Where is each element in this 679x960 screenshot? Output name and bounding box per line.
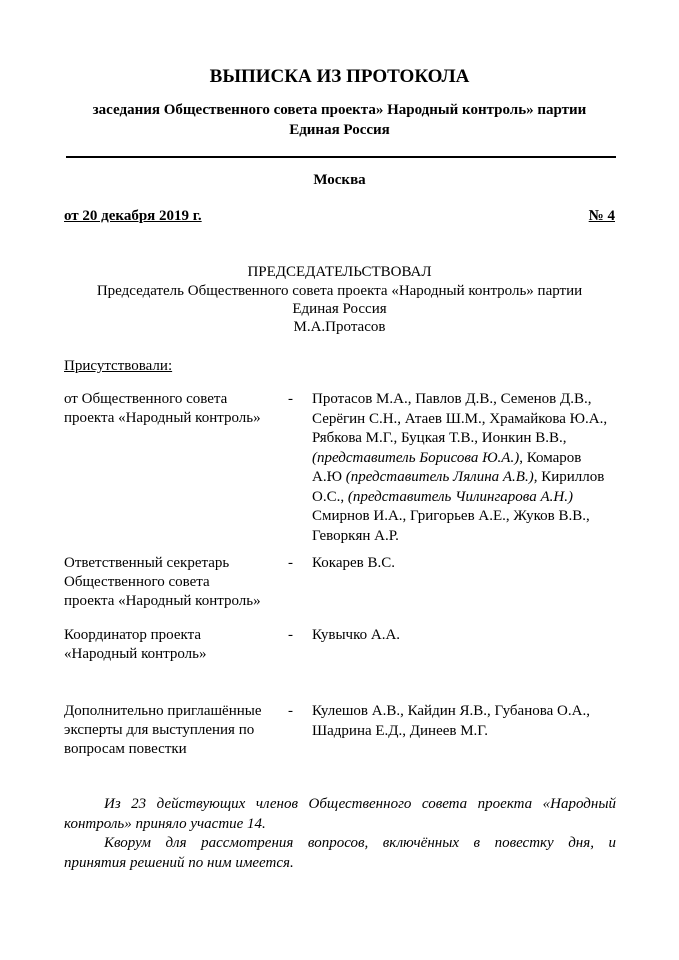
names-line: Геворкян А.Р.: [312, 527, 399, 544]
dash-separator: -: [288, 391, 293, 407]
dash-separator: -: [288, 627, 293, 643]
document-subtitle-line2: Единая Россия: [289, 122, 390, 138]
attendee-group-label: [64, 626, 284, 664]
names-line: [312, 488, 617, 508]
paragraph-line: принятия решений по ним имеется.: [64, 855, 294, 871]
names-line: Кокарев В.С.: [312, 555, 395, 571]
label-line: эксперты для выступления по: [64, 722, 255, 738]
names-line: Кулешов А.В., Кайдин Я.В., Губанова О.А.,: [312, 703, 590, 719]
header-divider: [66, 156, 616, 158]
names-fragment: , Кириллов: [533, 469, 605, 485]
paragraph-line: Из 23 действующих членов Общественного совета проекта «Народный: [104, 796, 616, 812]
label-line: вопросам повестки: [64, 741, 187, 757]
attendee-group-names: [312, 390, 617, 546]
quorum-statement-paragraph: [64, 833, 616, 873]
chair-name: М.А.Протасов: [293, 319, 386, 335]
names-line: [312, 449, 617, 469]
label-line: Общественного совета: [64, 574, 210, 590]
dash-separator: -: [288, 555, 293, 571]
names-fragment: , Комаров: [519, 449, 582, 466]
attendee-group-label: [64, 702, 284, 759]
representative-note: (представитель Борисова Ю.А.): [312, 449, 520, 466]
names-line: Протасов М.А., Павлов Д.В., Семенов Д.В.,: [312, 391, 592, 407]
attendee-group-label: [64, 390, 284, 428]
chair-heading: ПРЕДСЕДАТЕЛЬСТВОВАЛ: [247, 264, 432, 280]
names-line: Серёгин С.Н., Атаев Ш.М., Храмайкова Ю.А.,: [312, 410, 608, 427]
chair-line1: Председатель Общественного совета проекта «Народный контроль» партии: [96, 283, 583, 299]
label-line: Ответственный секретарь: [64, 555, 230, 571]
names-line: Кувычко А.А.: [312, 627, 401, 643]
dash-separator: -: [288, 703, 293, 719]
label-line: Координатор проекта: [64, 627, 201, 643]
protocol-date: от 20 декабря 2019 г.: [64, 208, 202, 224]
document-title: ВЫПИСКА ИЗ ПРОТОКОЛА: [209, 66, 470, 87]
names-line: Рябкова М.Г., Буцкая Т.В., Ионкин В.В.,: [312, 430, 567, 446]
protocol-number: № 4: [588, 208, 615, 224]
attendee-group-label: [64, 554, 284, 611]
attendees-heading: Присутствовали:: [64, 358, 173, 374]
representative-note: (представитель Лялина А.В.): [345, 469, 534, 485]
document-subtitle-line1: заседания Общественного совета проекта» Народный контроль» партии: [92, 102, 587, 118]
attendee-group-names: [312, 702, 617, 741]
label-line: «Народный контроль»: [64, 646, 207, 662]
label-line: проекта «Народный контроль»: [64, 410, 261, 426]
city: Москва: [313, 172, 366, 188]
quorum-participation-paragraph: [64, 794, 616, 834]
label-line: Дополнительно приглашённые: [64, 703, 262, 719]
paragraph-line: контроль» приняло участие 14.: [64, 816, 266, 832]
attendee-group-names: [312, 626, 617, 646]
label-line: от Общественного совета: [64, 391, 228, 407]
label-line: проекта «Народный контроль»: [64, 593, 261, 609]
names-fragment: А.Ю: [312, 469, 346, 485]
names-line: [312, 468, 617, 488]
names-line: Смирнов И.А., Григорьев А.Е., Жуков В.В.,: [312, 508, 590, 524]
attendee-group-names: [312, 554, 617, 574]
chair-line2: Единая Россия: [292, 301, 387, 317]
paragraph-line: Кворум для рассмотрения вопросов, включённых в повестку дня, и: [104, 835, 616, 851]
representative-note: (представитель Чилингарова А.Н.): [347, 488, 573, 505]
names-line: Шадрина Е.Д., Динеев М.Г.: [312, 722, 489, 739]
names-fragment: О.С.,: [312, 488, 348, 505]
